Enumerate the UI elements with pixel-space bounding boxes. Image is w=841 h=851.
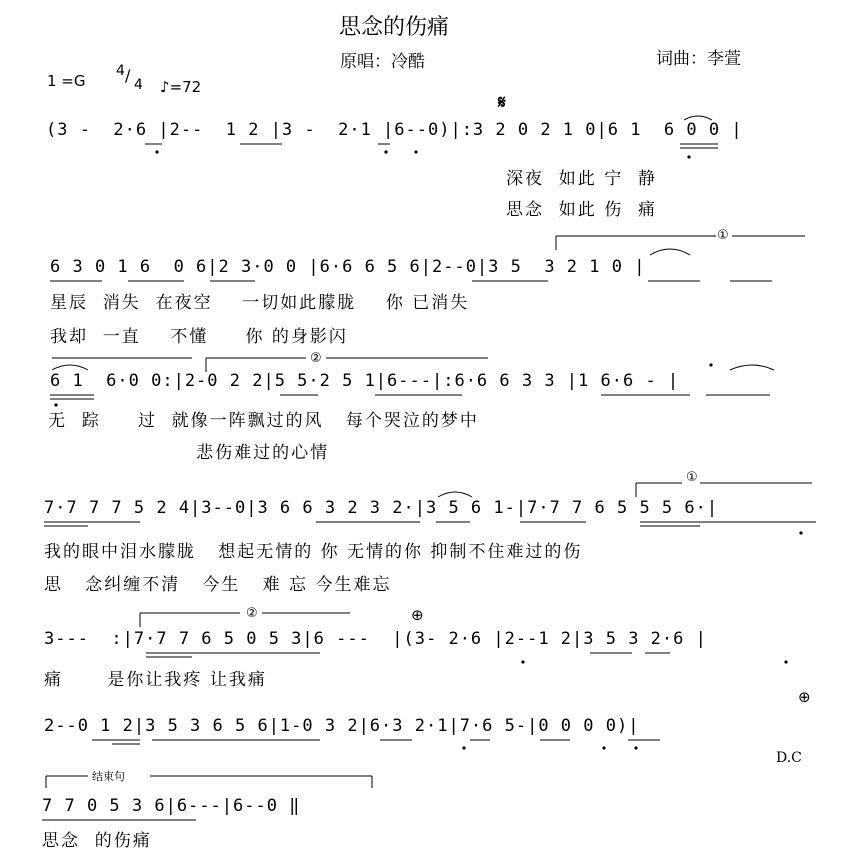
octave-dot [54, 403, 57, 406]
notation-row-3: 6 1 6·0 0:|2-0 2 2|5 5·2 5 1|6---|:6·6 6 3 3 |1 6·6 - | [50, 371, 680, 391]
song-title: 思念的伤痛 [339, 15, 450, 40]
lyric-row-7-verse-1: 思念 的伤痛 [42, 831, 152, 851]
octave-dot [784, 660, 787, 663]
lyric-row-3-verse-2: 悲伤难过的心情 [48, 443, 330, 463]
notation-row-4: 7·7 7 7 5 2 4|3--0|3 6 6 3 2 3 2·|3 5 6 1-|7·7 7 6 5 5 5 6·| [44, 498, 719, 518]
lyric-row-3-verse-1: 无 踪 过 就像一阵飘过的风 每个哭泣的梦中 [48, 411, 479, 431]
octave-dot [155, 150, 158, 153]
tie-slur [730, 365, 774, 370]
lyric-row-1-verse-1: 深夜 如此 宁 静 [506, 169, 658, 189]
octave-dot [709, 363, 712, 366]
time-signature-slash: / [125, 66, 131, 85]
octave-dot [384, 150, 387, 153]
octave-dot [602, 746, 605, 749]
segno-sign: 𝄋 [498, 92, 506, 113]
octave-dot [521, 660, 524, 663]
octave-dot [687, 155, 690, 158]
coda-sign: ⊕ [411, 606, 424, 624]
volta-2-marker-row-5: ② [246, 606, 258, 621]
time-signature-numerator: 4 [116, 63, 125, 79]
notation-row-6: 2--0 1 2|3 5 3 6 5 6|1-0 3 2|6·3 2·1|7·6 5-|0 0 0 0)| [44, 716, 640, 736]
time-signature-denominator: 4 [134, 77, 143, 93]
octave-dot [634, 746, 637, 749]
coda-sign-row-6: ⊕ [798, 688, 811, 706]
tie-slur [684, 116, 712, 120]
volta-1-marker-row-4: ① [686, 470, 698, 485]
lyric-row-2-verse-1: 星辰 消失 在夜空 一切如此朦胧 你 已消失 [50, 293, 470, 313]
key-signature: 1 =G [47, 72, 86, 90]
singer-credit: 原唱：冷酷 [340, 52, 425, 72]
lyric-row-5-verse-1: 痛 是你让我疼 让我痛 [44, 670, 267, 690]
octave-dot [462, 746, 465, 749]
tempo-marking: ♪=72 [160, 78, 202, 96]
composer-credit: 词曲：李萱 [656, 49, 741, 69]
tie-slur [438, 492, 472, 497]
notation-row-5: 3--- :|7·7 7 6 5 0 5 3|6 --- |(3- 2·6 |2--1 2|3 5 3 2·6 | [44, 629, 707, 649]
lyric-row-1-verse-2: 思念 如此 伤 痛 [506, 200, 658, 220]
notation-row-1: (3 - 2·6 |2-- 1 2 |3 - 2·1 |6--0)|:3 2 0 2 1 0|6 1 6 0 0 | [46, 120, 743, 140]
notation-row-2: 6 3 0 1 6 0 6|2 3·0 0 |6·6 6 5 6|2--0|3 5 3 2 1 0 | [50, 257, 646, 277]
lyric-row-4-verse-1: 我的眼中泪水朦胧 想起无情的 你 无情的你 抑制不住难过的伤 [44, 542, 583, 562]
volta-2-marker: ② [310, 351, 322, 366]
tie-slur [52, 365, 88, 370]
notation-row-7: 7 7 0 5 3 6|6---|6--0 ‖ [42, 796, 301, 816]
da-capo-marker: D.C [776, 750, 802, 766]
octave-dot [414, 150, 417, 153]
lyric-row-2-verse-2: 我却 一直 不懂 你 的身影闪 [50, 327, 348, 347]
tie-slur [650, 249, 690, 255]
volta-1-marker: ① [717, 228, 729, 243]
octave-dot [799, 531, 802, 534]
lyric-row-4-verse-2: 思 念纠缠不清 今生 难 忘 今生难忘 [44, 575, 392, 595]
ending-label: 结束句 [92, 770, 125, 783]
